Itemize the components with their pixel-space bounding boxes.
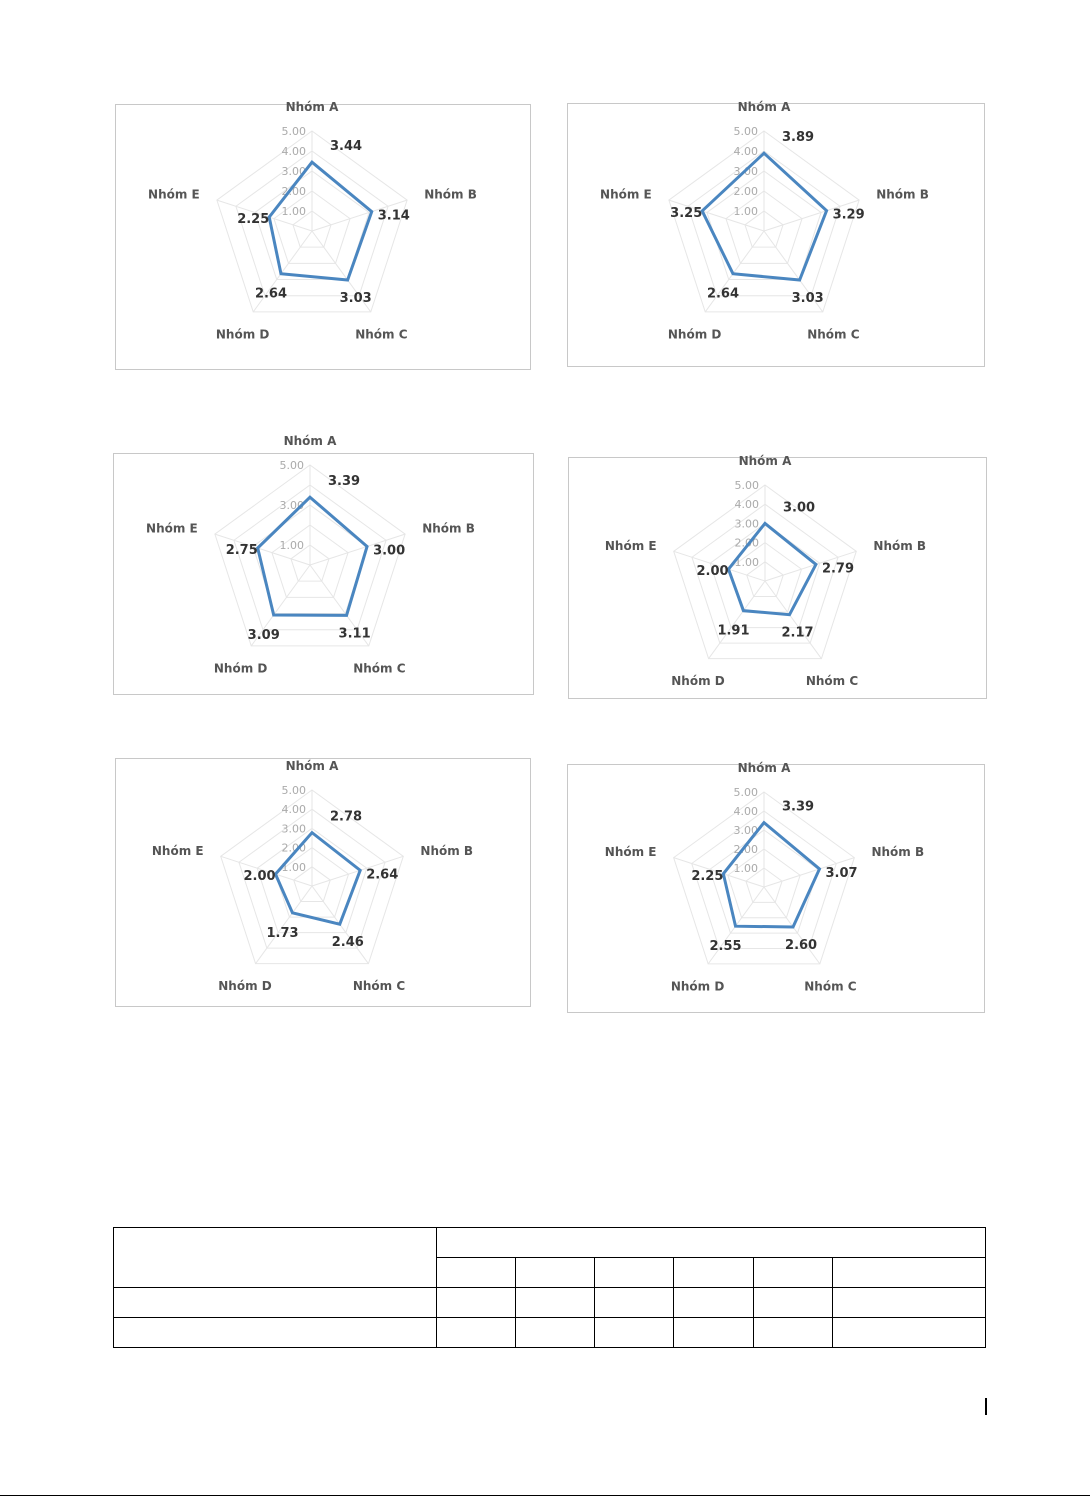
data-label: 2.60	[785, 937, 818, 953]
table-row	[114, 1318, 986, 1348]
data-label: 2.64	[254, 286, 288, 302]
table-cell	[833, 1318, 986, 1348]
table-header-row	[114, 1228, 986, 1258]
table-cell	[674, 1258, 754, 1288]
data-label: 2.64	[706, 286, 740, 302]
category-label: Nhóm B	[873, 538, 927, 553]
table-cell	[674, 1288, 754, 1318]
table-cell	[595, 1258, 674, 1288]
tick-label: 2.00	[734, 536, 759, 550]
data-label: 1.73	[266, 925, 299, 941]
category-label: Nhóm E	[604, 538, 657, 553]
page-marker	[985, 1398, 987, 1415]
tick-label: 1.00	[281, 860, 306, 874]
tick-label: 3.00	[279, 499, 304, 512]
tick-label: 1.00	[734, 555, 759, 569]
table-cell	[436, 1258, 515, 1288]
table-cell	[436, 1288, 515, 1318]
radar-chart-1	[115, 100, 531, 370]
table-cell	[515, 1258, 595, 1288]
category-label: Nhóm E	[600, 187, 652, 202]
data-label: 3.09	[247, 627, 280, 643]
tick-label: 1.00	[279, 539, 304, 552]
category-label: Nhóm E	[151, 843, 204, 858]
tick-label: 5.00	[279, 459, 304, 472]
data-label: 2.64	[366, 867, 399, 883]
table-cell	[114, 1288, 437, 1318]
data-label: 3.25	[670, 205, 703, 221]
table-row	[114, 1288, 986, 1318]
table-header-group-cell	[436, 1228, 985, 1258]
tick-label: 2.00	[281, 185, 306, 198]
tick-label: 5.00	[733, 786, 758, 799]
tick-label: 1.00	[733, 205, 758, 218]
data-label: 2.79	[821, 561, 855, 577]
category-label: Nhóm C	[355, 327, 408, 342]
data-label: 3.89	[782, 130, 815, 146]
data-label: 3.00	[783, 500, 816, 516]
table-cell	[515, 1318, 595, 1348]
tick-label: 4.00	[734, 498, 759, 512]
category-label: Nhóm D	[671, 674, 725, 689]
tick-label: 4.00	[733, 145, 758, 158]
tick-label: 2.00	[281, 841, 306, 855]
category-label: Nhóm A	[285, 100, 339, 114]
tick-label: 3.00	[281, 165, 306, 178]
table-cell	[833, 1258, 986, 1288]
radar-chart-2	[567, 100, 985, 367]
category-label: Nhóm E	[604, 845, 657, 860]
tick-label: 2.00	[733, 185, 758, 198]
data-label: 3.39	[328, 474, 361, 490]
radar-chart-6	[567, 761, 985, 1013]
data-label: 2.25	[237, 212, 270, 228]
radar-chart-2-svg	[568, 100, 986, 368]
category-label: Nhóm B	[871, 845, 925, 860]
category-label: Nhóm A	[285, 759, 339, 773]
spoke-line	[765, 581, 821, 659]
tick-label: 1.00	[281, 205, 306, 218]
table-cell	[595, 1288, 674, 1318]
category-label: Nhóm B	[420, 843, 474, 858]
radar-chart-5-svg	[116, 759, 532, 1008]
tick-label: 5.00	[733, 125, 758, 138]
data-label: 3.39	[782, 799, 815, 815]
data-label: 3.11	[338, 626, 371, 642]
table-cell	[754, 1288, 833, 1318]
radar-chart-1-svg	[116, 100, 532, 371]
tick-label: 4.00	[733, 805, 758, 818]
table-cell	[674, 1318, 754, 1348]
data-label: 2.78	[330, 809, 363, 825]
category-label: Nhóm C	[807, 327, 860, 342]
tick-label: 3.00	[734, 517, 759, 531]
radar-chart-3	[113, 434, 534, 695]
category-label: Nhóm D	[667, 327, 722, 342]
table-cell	[833, 1288, 986, 1318]
category-label: Nhóm D	[218, 979, 272, 994]
category-label: Nhóm B	[422, 521, 475, 536]
tick-label: 5.00	[281, 784, 306, 797]
table-header-cell	[114, 1228, 437, 1288]
tick-label: 4.00	[281, 803, 306, 817]
data-label: 2.75	[225, 543, 258, 559]
tick-label: 2.00	[733, 843, 758, 856]
category-label: Nhóm A	[738, 454, 792, 468]
tick-label: 1.00	[733, 862, 758, 875]
data-label: 2.25	[691, 868, 724, 884]
radar-chart-3-svg	[114, 434, 535, 696]
category-label: Nhóm C	[352, 979, 406, 994]
category-label: Nhóm C	[804, 979, 857, 994]
category-label: Nhóm D	[213, 661, 268, 676]
series-line	[269, 162, 372, 280]
category-label: Nhóm C	[353, 661, 406, 676]
tick-label: 4.00	[281, 145, 306, 158]
table-cell	[114, 1318, 437, 1348]
data-label: 3.44	[330, 139, 363, 155]
radar-chart-5	[115, 758, 531, 1007]
table-cell	[436, 1318, 515, 1348]
radar-chart-4-svg	[569, 454, 988, 700]
data-label: 3.29	[832, 207, 865, 223]
category-label: Nhóm A	[283, 434, 337, 448]
table-cell	[754, 1318, 833, 1348]
category-label: Nhóm A	[737, 100, 791, 114]
category-label: Nhóm B	[876, 187, 929, 202]
data-label: 3.03	[339, 291, 372, 307]
tick-label: 3.00	[733, 824, 758, 837]
data-label: 3.03	[791, 291, 824, 307]
table-cell	[754, 1258, 833, 1288]
data-label: 1.91	[717, 623, 750, 639]
data-label: 2.55	[709, 939, 742, 955]
category-label: Nhóm C	[805, 674, 859, 689]
data-label: 2.00	[696, 564, 729, 580]
table-cell	[515, 1288, 595, 1318]
category-label: Nhóm E	[148, 187, 200, 202]
data-label: 2.17	[781, 625, 814, 641]
data-label: 2.46	[331, 935, 364, 951]
data-label: 3.07	[825, 865, 858, 881]
category-label: Nhóm E	[146, 521, 198, 536]
tick-label: 5.00	[281, 125, 306, 138]
tick-label: 3.00	[281, 822, 306, 836]
tick-label: 5.00	[734, 479, 759, 492]
data-label: 3.00	[373, 543, 406, 559]
data-table	[113, 1227, 986, 1348]
category-label: Nhóm D	[215, 327, 270, 342]
category-label: Nhóm D	[670, 979, 725, 994]
data-label: 3.14	[377, 208, 410, 224]
category-label: Nhóm A	[737, 761, 791, 775]
footer-rule	[0, 1495, 1090, 1496]
data-label: 2.00	[243, 869, 276, 885]
category-label: Nhóm B	[424, 187, 477, 202]
tick-label: 3.00	[733, 165, 758, 178]
radar-chart-6-svg	[568, 761, 986, 1014]
radar-chart-4	[568, 454, 987, 699]
table-cell	[595, 1318, 674, 1348]
spoke-line	[256, 886, 312, 964]
